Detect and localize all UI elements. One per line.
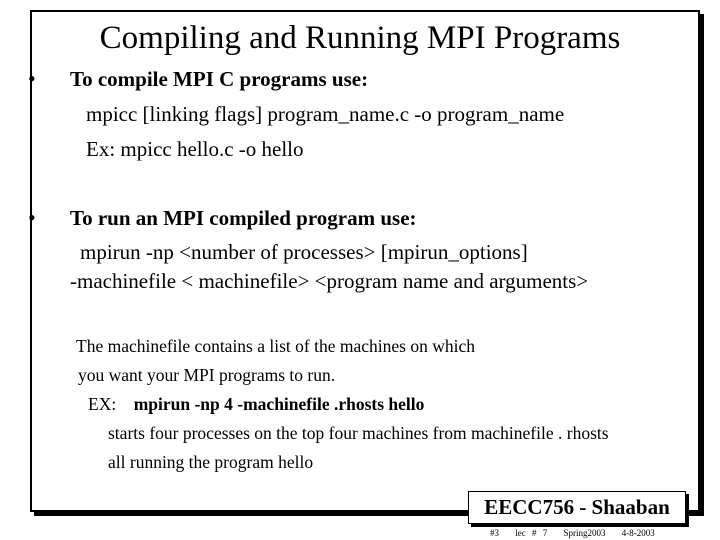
footer-term: Spring2003	[563, 528, 606, 538]
compile-example: Ex: mpicc hello.c -o hello	[86, 137, 304, 161]
note-line-1: The machinefile contains a list of the machines on which	[76, 336, 475, 356]
footer-title: EECC756 - Shaaban	[484, 495, 670, 519]
footer-slide-number: #3	[490, 528, 499, 538]
footer-meta	[490, 528, 665, 539]
run-syntax-line2: -machinefile < machinefile> <program name and arguments>	[70, 269, 589, 293]
bullet-icon: •	[28, 205, 36, 230]
note-example	[88, 393, 424, 415]
note-line-2: you want your MPI programs to run.	[78, 365, 336, 385]
note-example-command: mpirun -np 4 -machinefile .rhosts hello	[133, 394, 425, 414]
compile-heading: To compile MPI C programs use:	[70, 67, 369, 91]
compile-syntax: mpicc [linking flags] program_name.c -o program_name	[86, 102, 565, 126]
bullet-icon: •	[28, 66, 36, 91]
footer-lecture: lec # 7	[515, 528, 548, 538]
note-line-5: all running the program hello	[108, 452, 314, 472]
note-example-label: EX:	[88, 394, 117, 414]
footer-date: 4-8-2003	[621, 528, 655, 538]
note-line-4: starts four processes on the top four machines from machinefile . rhosts	[108, 423, 609, 443]
run-syntax-line1: mpirun -np <number of processes> [mpirun_options]	[80, 240, 528, 264]
run-heading: To run an MPI compiled program use:	[70, 206, 417, 230]
slide-title: Compiling and Running MPI Programs	[99, 20, 621, 56]
